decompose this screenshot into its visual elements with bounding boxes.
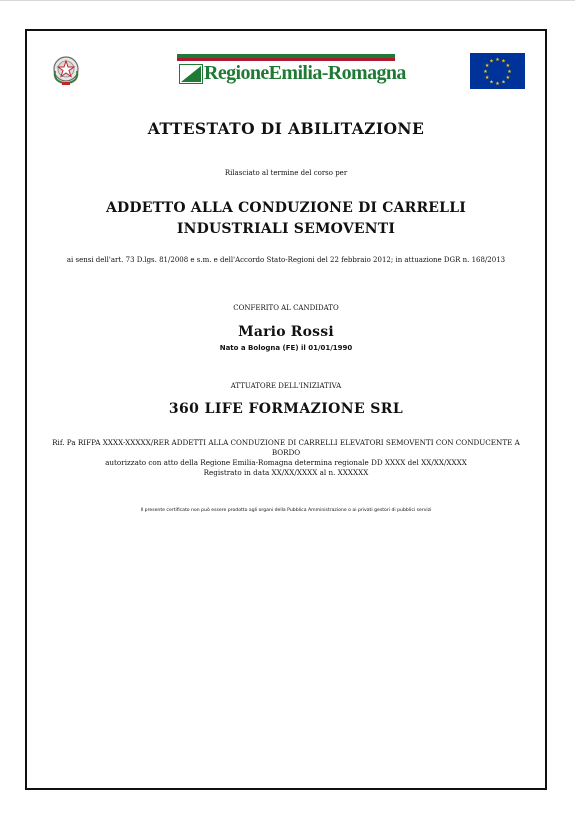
rif-line-1: Rif. Pa RIFPA XXXX-XXXXX/RER ADDETTI ALLA CONDUZIONE DI CARRELLI ELEVATORI SEMOVENTI CON CONDUCENTE A BORDO <box>52 438 520 457</box>
regione-name: RegioneEmilia-Romagna <box>204 62 406 84</box>
certificate-title: ATTESTATO DI ABILITAZIONE <box>147 119 425 138</box>
top-divider <box>0 0 575 1</box>
italian-republic-emblem-icon <box>50 53 82 87</box>
rif-line-2: autorizzato con atto della Regione Emilia-Romagna determina regionale DD XXXX del XX/XX/XXXX <box>105 458 467 467</box>
course-name <box>77 198 495 240</box>
provider-name: 360 LIFE FORMAZIONE SRL <box>168 401 404 417</box>
svg-text:★: ★ <box>507 69 512 75</box>
svg-text:★: ★ <box>495 57 500 63</box>
birth-info: Nato a Bologna (FE) il 01/01/1990 <box>219 344 353 352</box>
regione-emilia-romagna-logo <box>177 52 406 88</box>
logo-row <box>27 31 545 101</box>
candidate-name: Mario Rossi <box>238 324 334 340</box>
law-reference: ai sensi dell'art. 73 D.lgs. 81/2008 e s.m. e dell'Accordo Stato-Regioni del 22 febbraio 2012; in attuazione DGR n. 168/2013 <box>66 256 506 264</box>
svg-text:★: ★ <box>489 58 494 65</box>
svg-text:★: ★ <box>495 81 500 87</box>
svg-text:★: ★ <box>483 69 488 75</box>
svg-text:★: ★ <box>505 63 511 69</box>
svg-text:★: ★ <box>484 75 490 81</box>
certificate-frame <box>25 29 547 790</box>
course-line-1: ADDETTO ALLA CONDUZIONE DI CARRELLI <box>105 200 467 216</box>
registration-reference <box>45 438 527 478</box>
svg-text:★: ★ <box>501 58 506 65</box>
issued-text: Rilasciato al termine del corso per <box>224 169 348 177</box>
svg-text:★: ★ <box>484 63 490 69</box>
footer-note: Il presente certificato non può essere prodotto agli organi della Pubblica Amministrazione o ai privati gestori di pubblici servizi <box>140 508 432 513</box>
regione-mark-icon <box>179 64 203 84</box>
eu-flag-icon <box>470 53 525 89</box>
conferred-label: CONFERITO AL CANDIDATO <box>233 304 339 312</box>
provider-label: ATTUATORE DELL'INIZIATIVA <box>230 382 342 390</box>
svg-text:★: ★ <box>505 75 511 81</box>
logo-red-bar <box>177 58 395 61</box>
course-line-2: INDUSTRIALI SEMOVENTI <box>176 221 396 237</box>
rif-line-3: Registrato in data XX/XX/XXXX al n. XXXXXX <box>203 468 369 477</box>
svg-text:★: ★ <box>489 79 494 86</box>
svg-text:★: ★ <box>501 79 506 86</box>
